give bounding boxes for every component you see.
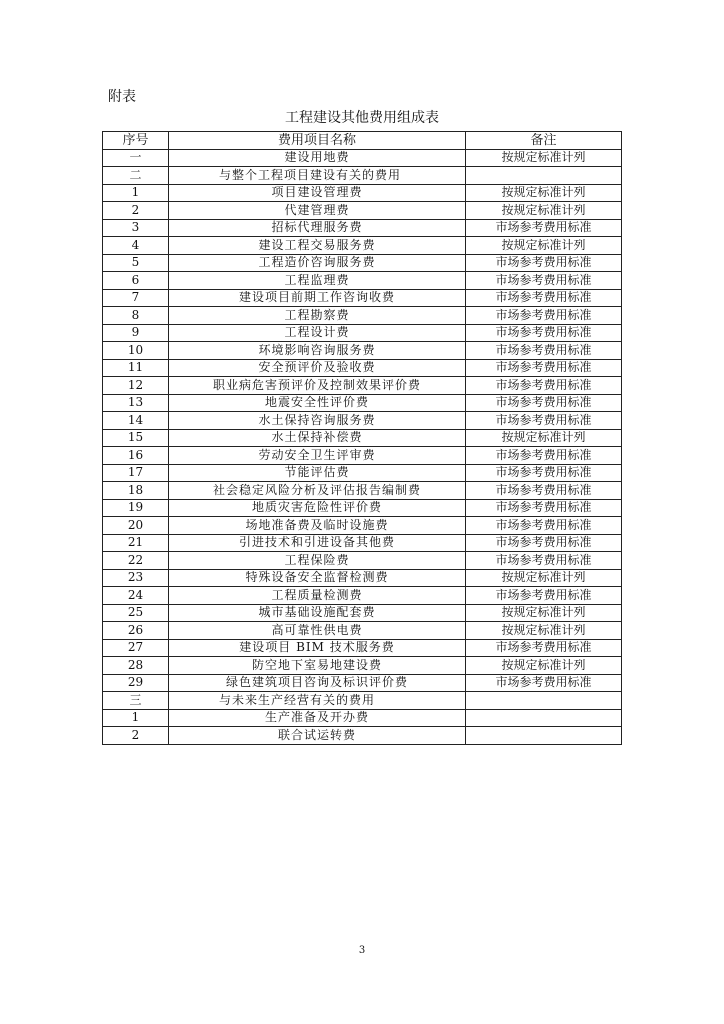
fee-item-name-cell: 职业病危害预评价及控制效果评价费 <box>169 377 466 395</box>
remark-cell: 市场参考费用标准 <box>466 324 622 342</box>
table-row <box>103 657 622 675</box>
fee-item-name-cell: 城市基础设施配套费 <box>169 604 466 622</box>
remark-cell: 按规定标准计列 <box>466 604 622 622</box>
row-number-cell: 4 <box>103 237 169 255</box>
row-number-cell: 14 <box>103 412 169 430</box>
remark-cell: 按规定标准计列 <box>466 184 622 202</box>
remark-cell: 按规定标准计列 <box>466 202 622 220</box>
row-number-cell: 3 <box>103 219 169 237</box>
table-row <box>103 447 622 465</box>
remark-cell: 按规定标准计列 <box>466 622 622 640</box>
row-number-cell: 2 <box>103 202 169 220</box>
row-number-cell: 28 <box>103 657 169 675</box>
remark-cell: 市场参考费用标准 <box>466 412 622 430</box>
row-number-cell: 二 <box>103 167 169 185</box>
table-row <box>103 167 622 185</box>
fee-item-name-cell: 建设工程交易服务费 <box>169 237 466 255</box>
fee-item-name-cell: 工程勘察费 <box>169 307 466 325</box>
table-row <box>103 237 622 255</box>
row-number-cell: 9 <box>103 324 169 342</box>
fee-item-name-cell: 生产准备及开办费 <box>169 709 466 727</box>
table-row <box>103 587 622 605</box>
fee-item-name-cell: 招标代理服务费 <box>169 219 466 237</box>
fee-item-name-cell: 与整个工程项目建设有关的费用 <box>169 167 466 185</box>
remark-cell: 市场参考费用标准 <box>466 639 622 657</box>
row-number-cell: 5 <box>103 254 169 272</box>
table-row <box>103 674 622 692</box>
table-row <box>103 342 622 360</box>
remark-cell: 按规定标准计列 <box>466 657 622 675</box>
row-number-cell: 三 <box>103 692 169 710</box>
table-row <box>103 202 622 220</box>
remark-cell: 市场参考费用标准 <box>466 534 622 552</box>
column-header-remark: 备注 <box>466 132 622 150</box>
table-row <box>103 359 622 377</box>
table-row <box>103 394 622 412</box>
fee-item-name-cell: 水土保持补偿费 <box>169 429 466 447</box>
table-row <box>103 552 622 570</box>
appendix-label: 附表 <box>108 89 136 105</box>
fee-item-name-cell: 建设用地费 <box>169 149 466 167</box>
table-row <box>103 254 622 272</box>
row-number-cell: 23 <box>103 569 169 587</box>
remark-cell <box>466 709 622 727</box>
remark-cell: 按规定标准计列 <box>466 237 622 255</box>
remark-cell: 市场参考费用标准 <box>466 517 622 535</box>
remark-cell: 市场参考费用标准 <box>466 254 622 272</box>
fee-item-name-cell: 地质灾害危险性评价费 <box>169 499 466 517</box>
row-number-cell: 29 <box>103 674 169 692</box>
row-number-cell: 1 <box>103 184 169 202</box>
remark-cell: 市场参考费用标准 <box>466 219 622 237</box>
remark-cell: 市场参考费用标准 <box>466 272 622 290</box>
remark-cell <box>466 692 622 710</box>
row-number-cell: 12 <box>103 377 169 395</box>
remark-cell: 市场参考费用标准 <box>466 482 622 500</box>
row-number-cell: 16 <box>103 447 169 465</box>
fee-item-name-cell: 安全预评价及验收费 <box>169 359 466 377</box>
row-number-cell: 11 <box>103 359 169 377</box>
remark-cell: 市场参考费用标准 <box>466 499 622 517</box>
row-number-cell: 18 <box>103 482 169 500</box>
table-row <box>103 709 622 727</box>
row-number-cell: 25 <box>103 604 169 622</box>
table-row <box>103 464 622 482</box>
table-row <box>103 692 622 710</box>
fee-item-name-cell: 环境影响咨询服务费 <box>169 342 466 360</box>
table-row <box>103 412 622 430</box>
remark-cell <box>466 727 622 745</box>
fee-item-name-cell: 特殊设备安全监督检测费 <box>169 569 466 587</box>
row-number-cell: 15 <box>103 429 169 447</box>
table-row <box>103 219 622 237</box>
row-number-cell: 13 <box>103 394 169 412</box>
remark-cell: 市场参考费用标准 <box>466 394 622 412</box>
fee-item-name-cell: 工程保险费 <box>169 552 466 570</box>
page-number: 3 <box>358 945 366 956</box>
remark-cell: 市场参考费用标准 <box>466 447 622 465</box>
fee-item-name-cell: 工程造价咨询服务费 <box>169 254 466 272</box>
fee-item-name-cell: 绿色建筑项目咨询及标识评价费 <box>169 674 466 692</box>
fee-item-name-cell: 地震安全性评价费 <box>169 394 466 412</box>
row-number-cell: 10 <box>103 342 169 360</box>
fee-item-name-cell: 引进技术和引进设备其他费 <box>169 534 466 552</box>
table-row <box>103 184 622 202</box>
table-row <box>103 377 622 395</box>
remark-cell: 市场参考费用标准 <box>466 377 622 395</box>
table-row <box>103 499 622 517</box>
table-row <box>103 429 622 447</box>
row-number-cell: 27 <box>103 639 169 657</box>
table-row <box>103 604 622 622</box>
column-header-name: 费用项目名称 <box>169 132 466 150</box>
row-number-cell: 2 <box>103 727 169 745</box>
table-row <box>103 482 622 500</box>
remark-cell: 按规定标准计列 <box>466 569 622 587</box>
fee-item-name-cell: 节能评估费 <box>169 464 466 482</box>
remark-cell: 市场参考费用标准 <box>466 552 622 570</box>
row-number-cell: 6 <box>103 272 169 290</box>
remark-cell: 市场参考费用标准 <box>466 289 622 307</box>
remark-cell <box>466 167 622 185</box>
fee-item-name-cell: 水土保持咨询服务费 <box>169 412 466 430</box>
row-number-cell: 26 <box>103 622 169 640</box>
fee-item-name-cell: 防空地下室易地建设费 <box>169 657 466 675</box>
fee-item-name-cell: 工程监理费 <box>169 272 466 290</box>
table-row <box>103 569 622 587</box>
fee-item-name-cell: 工程设计费 <box>169 324 466 342</box>
row-number-cell: 24 <box>103 587 169 605</box>
column-header-no: 序号 <box>103 132 169 150</box>
row-number-cell: 21 <box>103 534 169 552</box>
table-title: 工程建设其他费用组成表 <box>285 110 439 126</box>
row-number-cell: 1 <box>103 709 169 727</box>
fee-item-name-cell: 代建管理费 <box>169 202 466 220</box>
fee-item-name-cell: 建设项目 BIM 技术服务费 <box>169 639 466 657</box>
fee-item-name-cell: 建设项目前期工作咨询收费 <box>169 289 466 307</box>
fee-item-name-cell: 项目建设管理费 <box>169 184 466 202</box>
remark-cell: 市场参考费用标准 <box>466 464 622 482</box>
remark-cell: 市场参考费用标准 <box>466 342 622 360</box>
table-body <box>103 149 622 744</box>
row-number-cell: 8 <box>103 307 169 325</box>
remark-cell: 市场参考费用标准 <box>466 587 622 605</box>
fee-composition-table <box>102 131 622 745</box>
fee-item-name-cell: 社会稳定风险分析及评估报告编制费 <box>169 482 466 500</box>
row-number-cell: 一 <box>103 149 169 167</box>
fee-item-name-cell: 劳动安全卫生评审费 <box>169 447 466 465</box>
row-number-cell: 7 <box>103 289 169 307</box>
remark-cell: 市场参考费用标准 <box>466 307 622 325</box>
fee-item-name-cell: 高可靠性供电费 <box>169 622 466 640</box>
remark-cell: 按规定标准计列 <box>466 149 622 167</box>
remark-cell: 按规定标准计列 <box>466 429 622 447</box>
table-row <box>103 272 622 290</box>
remark-cell: 市场参考费用标准 <box>466 359 622 377</box>
table-header-row <box>103 132 622 150</box>
table-row <box>103 622 622 640</box>
table-row <box>103 289 622 307</box>
fee-item-name-cell: 场地准备费及临时设施费 <box>169 517 466 535</box>
table-row <box>103 149 622 167</box>
row-number-cell: 19 <box>103 499 169 517</box>
fee-item-name-cell: 与未来生产经营有关的费用 <box>169 692 466 710</box>
table-row <box>103 307 622 325</box>
row-number-cell: 17 <box>103 464 169 482</box>
fee-item-name-cell: 工程质量检测费 <box>169 587 466 605</box>
table-row <box>103 324 622 342</box>
table-row <box>103 639 622 657</box>
table-row <box>103 517 622 535</box>
row-number-cell: 20 <box>103 517 169 535</box>
remark-cell: 市场参考费用标准 <box>466 674 622 692</box>
fee-item-name-cell: 联合试运转费 <box>169 727 466 745</box>
table-row <box>103 727 622 745</box>
row-number-cell: 22 <box>103 552 169 570</box>
table-row <box>103 534 622 552</box>
